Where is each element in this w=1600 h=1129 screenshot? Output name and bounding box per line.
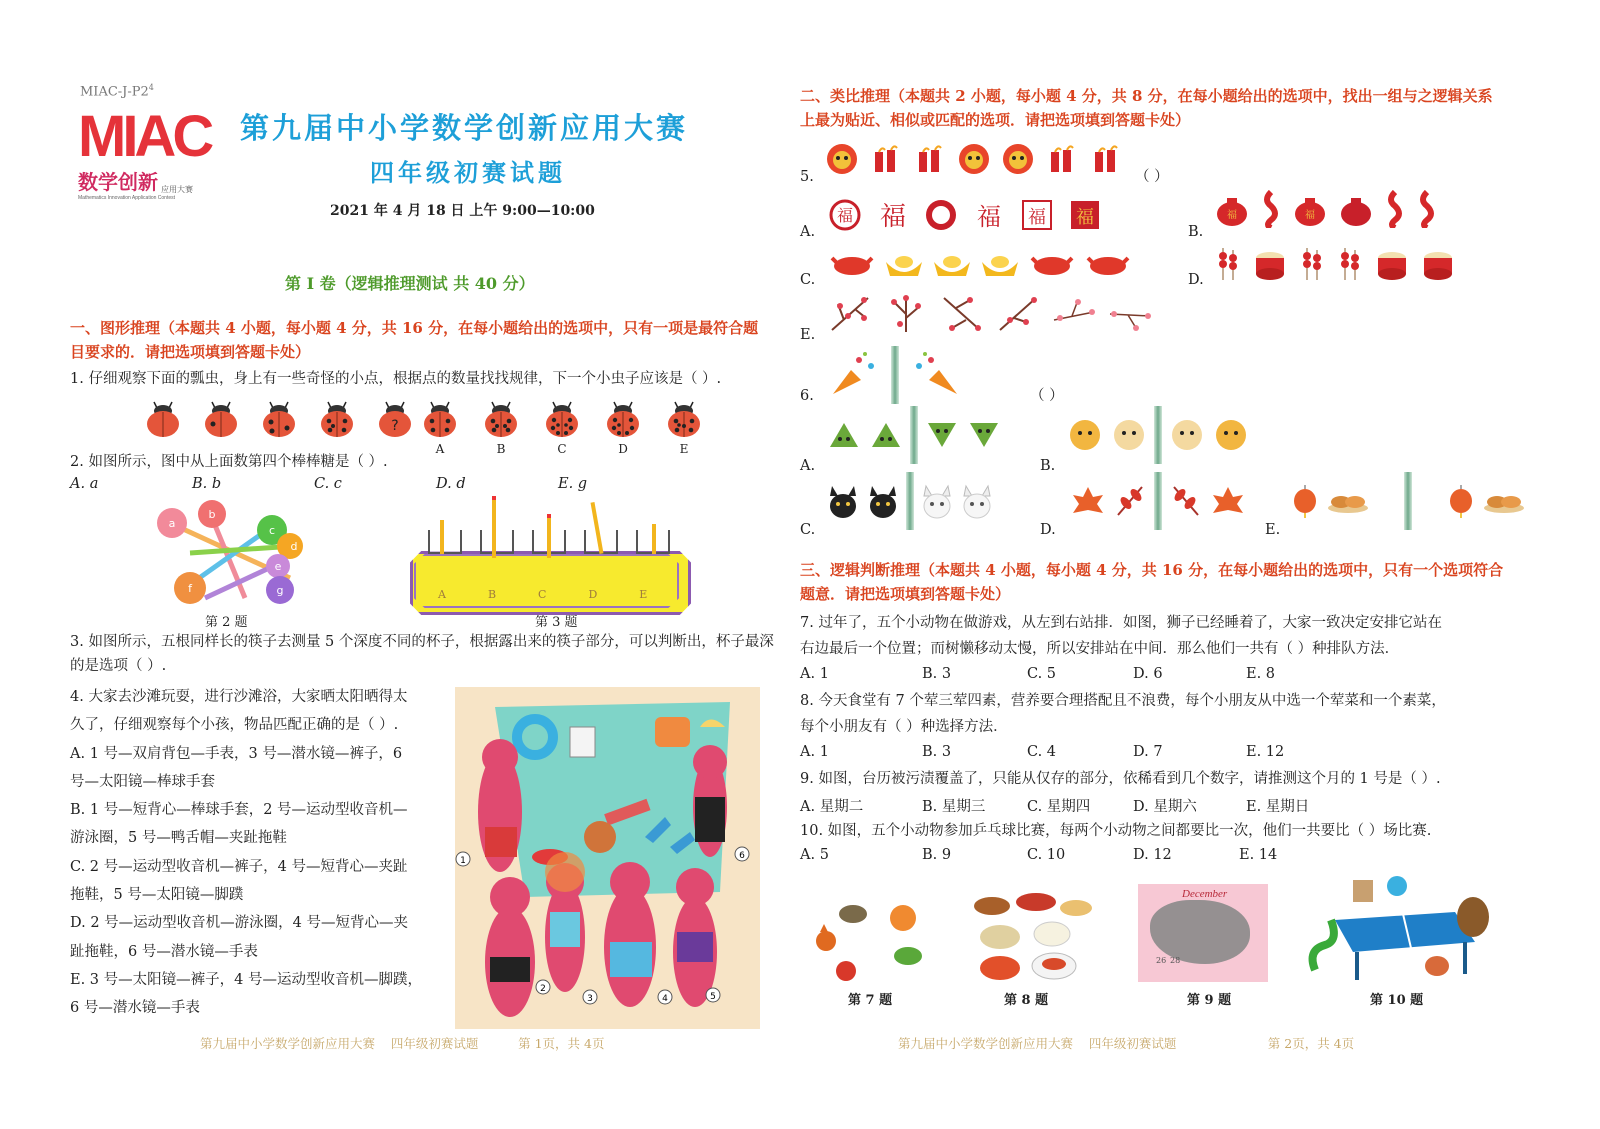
plum-blossom-icon <box>1052 294 1096 334</box>
q10-option-a[interactable]: A. 5 <box>800 847 829 863</box>
lollipop-figure <box>150 498 315 608</box>
candied-haws-icon <box>1299 246 1325 282</box>
q7-option-c[interactable]: C. 5 <box>1027 666 1057 682</box>
q2-text: 2. 如图所示，图中从上面数第四个棒棒糖是（ ）. <box>70 454 388 470</box>
q6-option-a[interactable]: A. <box>800 458 816 474</box>
svg-text:福: 福 <box>1028 207 1046 228</box>
firecracker-string-icon <box>1417 190 1437 228</box>
q6-d-images <box>1070 472 1246 530</box>
fig7-caption: 第 7 题 <box>848 993 893 1008</box>
svg-text:福: 福 <box>1227 210 1237 221</box>
zongzi-icon <box>868 417 904 453</box>
beach-illustration <box>455 687 760 1029</box>
ping-pong-figure <box>1305 872 1495 984</box>
q5-option-d[interactable]: D. <box>1188 272 1204 288</box>
plum-blossom-icon <box>940 294 984 334</box>
q4-block <box>70 683 445 1023</box>
svg-text:福: 福 <box>1305 210 1315 221</box>
fig9-caption: 第 9 题 <box>1187 993 1232 1008</box>
candied-haws-icon <box>1337 246 1363 282</box>
q5-label: 5. <box>800 169 814 185</box>
q6-option-e[interactable]: E. <box>1265 522 1281 538</box>
q5-option-c[interactable]: C. <box>800 272 816 288</box>
ladybug-sequence <box>145 400 413 438</box>
q9-option-e[interactable]: E. 星期日 <box>1246 799 1310 815</box>
q4-option-a[interactable]: A. 1 号—双肩背包—手表，3 号—潜水镜—裤子，6 <box>70 745 403 762</box>
divider-bar <box>906 472 914 530</box>
fu-character-icon <box>876 198 910 232</box>
q8-text <box>800 688 1505 740</box>
autumn-leaf-icon <box>1070 483 1106 519</box>
section-title: 第 I 卷（逻辑推理测试 共 40 分） <box>285 274 535 293</box>
lollipop-label-e: e <box>274 560 282 573</box>
part3-header: 三、逻辑判断推理（本题共 4 小题，每小题 4 分，共 16 分，在每小题给出的选项中，只有一个选项符合题意．请把选项填到答题卡处） <box>800 561 1504 603</box>
q2-option-c[interactable]: C. c <box>314 476 342 492</box>
cup-label-b: B <box>487 588 497 601</box>
option-d[interactable]: D <box>605 400 641 456</box>
q9-text: 9. 如图，台历被污渍覆盖了，只能从仅存的部分，依稀看到几个数字，请推测这个月的 1 号是（ ）. <box>800 771 1441 787</box>
mooncake-plate-icon <box>1326 486 1370 516</box>
autumn-leaf-icon <box>1112 483 1148 519</box>
q6-option-d[interactable]: D. <box>1040 522 1056 538</box>
logo-sub: 数学创新 <box>78 172 158 194</box>
q5-b-images <box>1215 190 1437 228</box>
mooncake-icon <box>1168 416 1206 454</box>
plum-blossom-icon <box>1108 294 1152 334</box>
beach-number-6: 6 <box>739 851 745 861</box>
fu-character-icon <box>924 198 958 232</box>
firecracker-icon <box>913 142 947 176</box>
fig8-caption: 第 8 题 <box>1004 993 1049 1008</box>
divider-bar <box>910 406 918 464</box>
drum-icon <box>1375 246 1409 282</box>
exam-date: 2021 年 4 月 18 日 上午 9:00—10:00 <box>330 203 595 219</box>
lollipop-label-g: g <box>276 584 284 597</box>
gold-ingot-icon <box>932 250 972 280</box>
ladybug-icon <box>483 400 519 438</box>
q5-a-images <box>828 198 1102 232</box>
q7-option-e[interactable]: E. 8 <box>1246 666 1276 682</box>
mooncake-icon <box>1066 416 1104 454</box>
q5-d-images <box>1215 246 1455 282</box>
option-e[interactable]: E <box>666 400 702 456</box>
q6-b-images <box>1066 406 1250 464</box>
logo-en: Mathematics Innovation Application Contest <box>78 195 175 201</box>
lion-head-icon <box>825 142 859 176</box>
q6-e-images <box>1290 472 1526 530</box>
fu-character-icon <box>1020 198 1054 232</box>
q4-option-e[interactable]: E. 3 号—太阳镜—裤子，4 号—运动型收音机—脚蹼， <box>70 971 422 988</box>
ladybug-icon <box>203 400 239 438</box>
lollipop-label-b: b <box>208 508 216 521</box>
calendar-stain <box>1150 900 1250 964</box>
divider-bar <box>1154 406 1162 464</box>
option-b[interactable]: B <box>483 400 519 456</box>
q5-blank[interactable]: （ ） <box>1135 169 1169 185</box>
ladybug-options <box>422 400 702 456</box>
q10-option-b[interactable]: B. 9 <box>922 847 952 863</box>
q3-text: 3. 如图所示，五根同样长的筷子去测量 5 个深度不同的杯子，根据露出来的筷子部分，可以判断出，杯子最深的是选项（ ）. <box>70 634 774 674</box>
cup-label-c: C <box>538 588 547 601</box>
divider-bar <box>1154 472 1162 530</box>
ladybug-question-icon <box>377 400 413 438</box>
gold-ingot-icon <box>884 250 924 280</box>
fig3-caption: 第 3 题 <box>535 615 578 630</box>
q4-option-c[interactable]: C. 2 号—运动型收音机—裤子，4 号—短背心—夹趾 <box>70 858 408 875</box>
q5-c-images <box>828 250 1132 280</box>
q10-option-c[interactable]: C. 10 <box>1027 847 1066 863</box>
beach-number-2: 2 <box>540 984 546 994</box>
q8-option-b[interactable]: B. 3 <box>922 744 952 760</box>
q10-options <box>800 847 1319 863</box>
q6-option-b[interactable]: B. <box>1040 458 1056 474</box>
q2-option-d[interactable]: D. d <box>436 476 466 492</box>
q5-option-a[interactable]: A. <box>800 224 816 240</box>
q2-options <box>70 476 680 492</box>
logo-sub2: 应用大赛 <box>161 185 193 194</box>
q8-option-a[interactable]: A. 1 <box>800 744 829 760</box>
q9-options <box>800 795 1336 816</box>
q6-a-images <box>826 406 1002 464</box>
lucky-bag-icon <box>1339 190 1373 228</box>
white-cat-icon <box>960 482 994 520</box>
zongzi-icon <box>924 417 960 453</box>
footer-right: 第九届中小学数学创新应用大赛 四年级初赛试题 第 2页，共 4页 <box>898 1036 1355 1051</box>
lion-head-icon <box>1001 142 1035 176</box>
fu-character-icon <box>972 198 1006 232</box>
option-c[interactable]: C <box>544 400 580 456</box>
calendar-num-26: 26 <box>1156 956 1167 965</box>
drum-icon <box>1253 246 1287 282</box>
q5-option-e[interactable]: E. <box>800 327 816 343</box>
lucky-bag-icon <box>1215 190 1249 228</box>
q8-options <box>800 744 1326 760</box>
q9-option-a[interactable]: A. 星期二 <box>800 799 864 815</box>
q10-option-e[interactable]: E. 14 <box>1239 847 1278 863</box>
cup-label-e: E <box>639 588 648 601</box>
lollipop-label-a: a <box>168 517 176 530</box>
q7-options <box>800 666 1326 682</box>
beach-number-3: 3 <box>587 994 593 1004</box>
lollipop-label-d: d <box>290 540 298 553</box>
logo-text: MIAC <box>78 104 211 169</box>
q8-option-e[interactable]: E. 12 <box>1246 744 1285 760</box>
plum-blossom-icon <box>828 294 872 334</box>
lollipop-label-c: c <box>268 524 276 537</box>
fig10-caption: 第 10 题 <box>1370 993 1424 1008</box>
black-cat-icon <box>826 482 860 520</box>
divider-bar <box>1404 472 1412 530</box>
option-a[interactable]: A <box>422 400 458 456</box>
q4-line: 游泳圈，5 号—鸭舌帽—夹趾拖鞋 <box>70 830 287 847</box>
zongzi-icon <box>966 417 1002 453</box>
cups-figure <box>410 496 685 611</box>
q6-blank[interactable]: （ ） <box>1030 388 1064 404</box>
black-cat-icon <box>866 482 900 520</box>
plum-blossom-icon <box>996 294 1040 334</box>
q4-line: 趾拖鞋，6 号—潜水镜—手表 <box>70 943 258 960</box>
ladybug-icon <box>544 400 580 438</box>
q7-line: 右边最后一个位置；而树懒移动太慢，所以安排站在中间．那么他们一共有（ ）种排队方法． <box>800 641 1400 657</box>
autumn-leaf-icon <box>1168 483 1204 519</box>
q10-option-d[interactable]: D. 12 <box>1133 847 1172 863</box>
q8-line: 每个小朋友有（ ）种选择方法． <box>800 719 1008 735</box>
ladybug-icon <box>319 400 355 438</box>
autumn-leaf-icon <box>1210 483 1246 519</box>
q10-text: 10. 如图，五个小动物参加乒乓球比赛，每两个小动物之间都要比一次，他们一共要比（ ）场比赛. <box>800 823 1432 839</box>
q8-line: 8. 今天食堂有 7 个荤三荤四素，营养要合理搭配且不浪费，每个小朋友从中选一个荤菜和一个素菜， <box>800 693 1446 709</box>
svg-text:?: ? <box>391 418 399 434</box>
beach-number-5: 5 <box>710 992 716 1002</box>
footer-left: 第九届中小学数学创新应用大赛 四年级初赛试题 第 1页，共 4页 <box>200 1036 605 1051</box>
q8-option-d[interactable]: D. 7 <box>1133 744 1163 760</box>
q5-option-b[interactable]: B. <box>1188 224 1204 240</box>
q9-option-c[interactable]: C. 星期四 <box>1027 799 1091 815</box>
q2-option-a[interactable]: A. a <box>70 476 99 492</box>
q4-line: 号—太阳镜—棒球手套 <box>70 773 215 790</box>
ladybug-icon <box>422 400 458 438</box>
firecracker-icon <box>1089 142 1123 176</box>
firecracker-string-icon <box>1261 190 1281 228</box>
exam-subtitle: 四年级初赛试题 <box>370 158 566 187</box>
ladybug-icon <box>605 400 641 438</box>
mooncake-icon <box>1212 416 1250 454</box>
calendar-figure <box>1138 884 1268 982</box>
cup-label-a: A <box>438 588 446 601</box>
gold-ingot-icon <box>980 250 1020 280</box>
q4-line: 6 号—潜水镜—手表 <box>70 1000 200 1017</box>
q4-line: 久了，仔细观察每个小孩，物品匹配正确的是（ ）. <box>70 717 399 734</box>
lobster-icon <box>828 250 876 280</box>
q7-option-b[interactable]: B. 3 <box>922 666 952 682</box>
firecracker-icon <box>869 142 903 176</box>
divider-bar <box>891 346 899 404</box>
candied-haws-icon <box>1215 246 1241 282</box>
q7-text <box>800 610 1505 662</box>
q8-option-c[interactable]: C. 4 <box>1027 744 1057 760</box>
part2-header: 二、类比推理（本题共 2 小题，每小题 4 分，共 8 分，在每小题给出的选项中，找出一组与之逻辑关系上最为贴近、相似或匹配的选项．请把选项填到答题卡处） <box>800 87 1493 129</box>
zongzi-icon <box>826 417 862 453</box>
q9-option-b[interactable]: B. 星期三 <box>922 799 986 815</box>
q1-text: 1. 仔细观察下面的瓢虫，身上有一些奇怪的小点，根据点的数量找找规律，下一个小虫子应该是（ ）. <box>70 371 722 387</box>
q2-option-e[interactable]: E. g <box>558 476 588 492</box>
q5-stem-images <box>825 142 1123 176</box>
contest-title: 第九届中小学数学创新应用大赛 <box>240 111 689 145</box>
q7-line: 7. 过年了，五个小动物在做游戏，从左到右站排．如图，狮子已经睡着了，大家一致决定安排它站在 <box>800 615 1442 631</box>
q4-line: 拖鞋，5 号—太阳镜—脚蹼 <box>70 887 244 904</box>
q4-option-d[interactable]: D. 2 号—运动型收音机—游泳圈，4 号—短背心—夹 <box>70 915 408 932</box>
fig2-caption: 第 2 题 <box>205 615 248 630</box>
fu-character-icon <box>828 198 862 232</box>
q6-stem-images <box>825 346 965 404</box>
dishes-figure <box>970 892 1095 987</box>
mooncake-plate-icon <box>1482 486 1526 516</box>
q9-option-d[interactable]: D. 星期六 <box>1133 799 1197 815</box>
ladybug-icon <box>666 400 702 438</box>
q4-line: 4. 大家去沙滩玩耍，进行沙滩浴，大家晒太阳晒得太 <box>70 689 408 705</box>
part1-header: 一、图形推理（本题共 4 小题，每小题 4 分，共 16 分，在每小题给出的选项中，只有一项是最符合题目要求的．请把选项填到答题卡处） <box>70 319 759 361</box>
party-popper-icon <box>905 350 965 400</box>
svg-text:福: 福 <box>1076 207 1094 228</box>
q2-option-b[interactable]: B. b <box>192 476 222 492</box>
lobster-icon <box>1084 250 1132 280</box>
cup-label-d: D <box>588 588 598 601</box>
party-popper-icon <box>825 350 885 400</box>
miac-logo <box>78 104 218 208</box>
lobster-icon <box>1028 250 1076 280</box>
q5-e-images <box>828 294 1152 334</box>
lucky-bag-icon <box>1293 190 1327 228</box>
q4-option-b[interactable]: B. 1 号—短背心—棒球手套，2 号—运动型收音机— <box>70 802 408 819</box>
calendar-title: December <box>1182 888 1228 900</box>
lollipop-label-f: f <box>188 582 192 595</box>
firecracker-string-icon <box>1385 190 1405 228</box>
lantern-icon <box>1446 483 1476 519</box>
drum-icon <box>1421 246 1455 282</box>
fu-character-icon <box>1068 198 1102 232</box>
mooncake-icon <box>1110 416 1148 454</box>
beach-number-4: 4 <box>662 994 668 1004</box>
q6-option-c[interactable]: C. <box>800 522 816 538</box>
ladybug-icon <box>145 400 181 438</box>
firecracker-icon <box>1045 142 1079 176</box>
q7-option-a[interactable]: A. 1 <box>800 666 829 682</box>
beach-number-1: 1 <box>460 856 466 866</box>
white-cat-icon <box>920 482 954 520</box>
svg-text:福: 福 <box>879 202 907 232</box>
q7-option-d[interactable]: D. 6 <box>1133 666 1163 682</box>
plum-blossom-icon <box>884 294 928 334</box>
ladybug-icon <box>261 400 297 438</box>
exam-code: MIAC-$J-P2^4$ <box>80 83 154 100</box>
lantern-icon <box>1290 483 1320 519</box>
calendar-num-28: 28 <box>1170 956 1181 965</box>
animals-figure <box>808 896 933 986</box>
q6-c-images <box>826 472 994 530</box>
q6-label: 6. <box>800 388 814 404</box>
svg-text:福: 福 <box>836 206 854 225</box>
cup-labels <box>438 588 647 601</box>
lion-head-icon <box>957 142 991 176</box>
svg-text:福: 福 <box>977 203 1001 231</box>
